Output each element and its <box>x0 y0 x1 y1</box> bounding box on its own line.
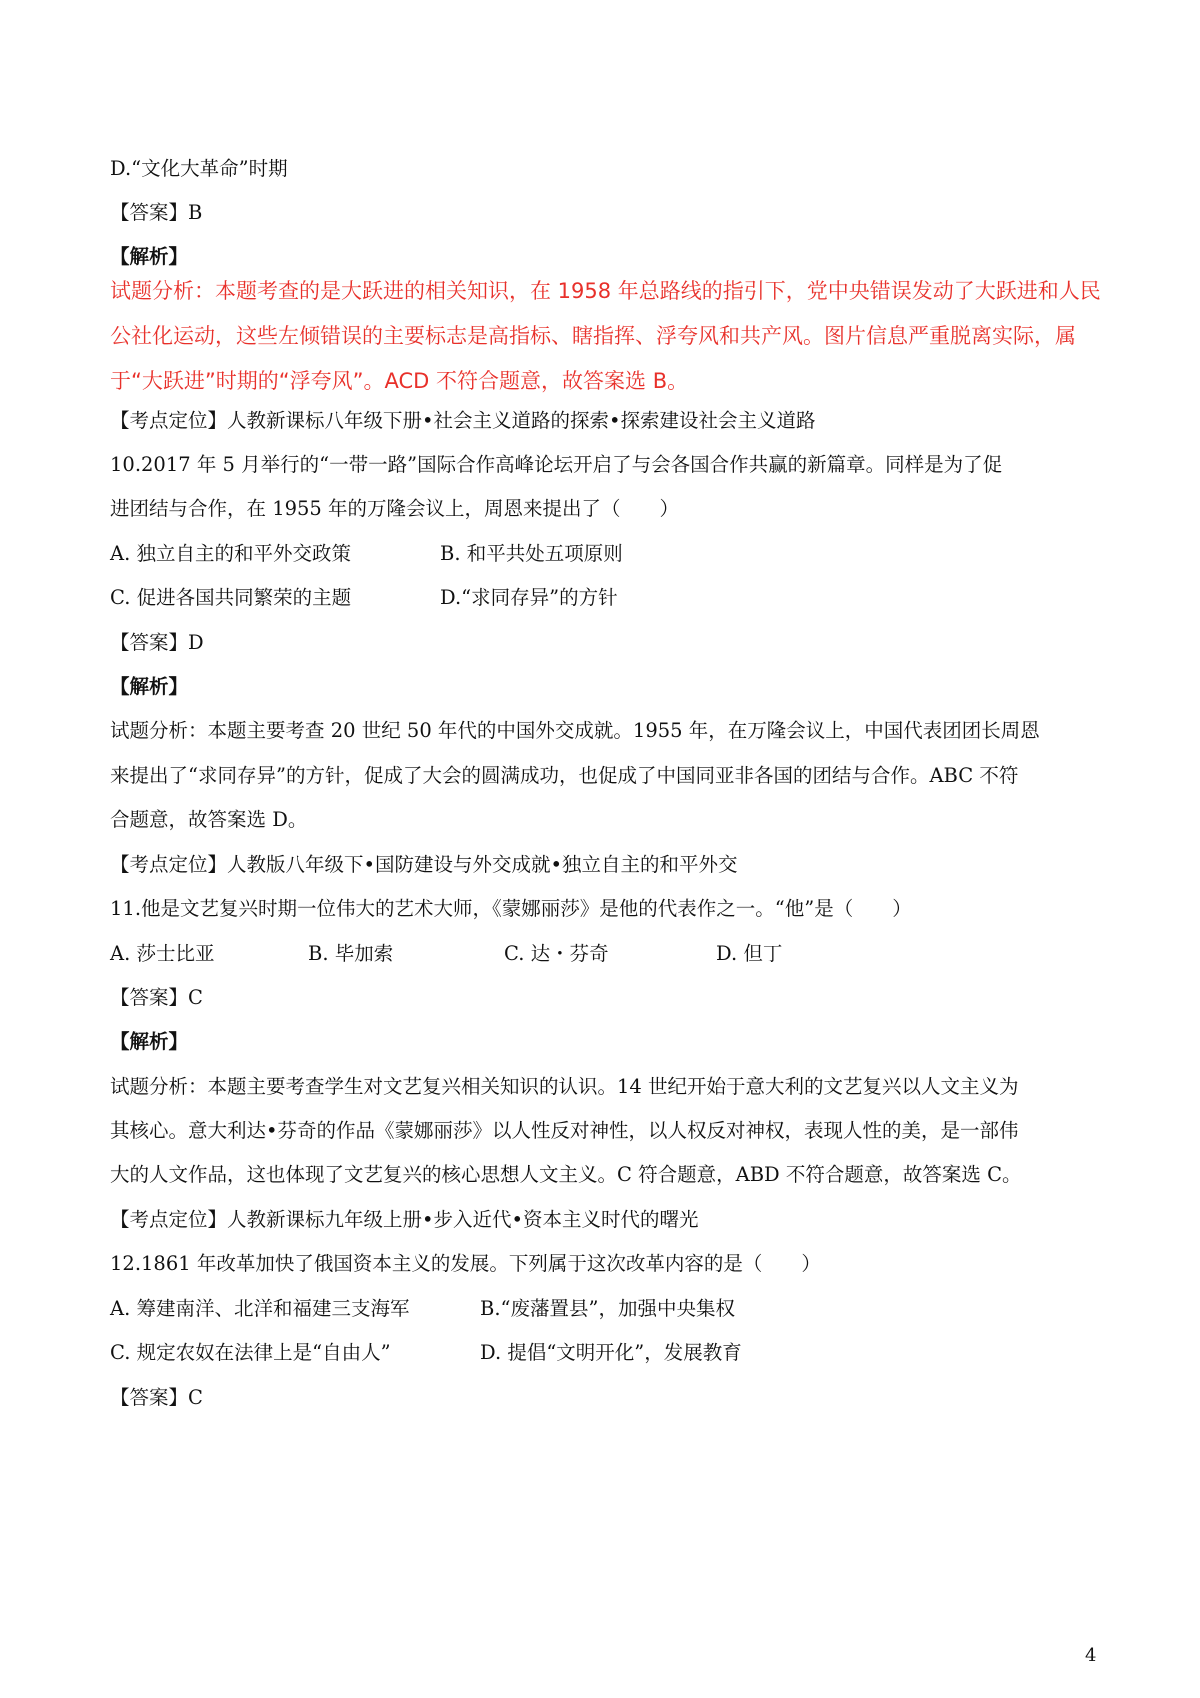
q10-kaodian: 【考点定位】人教版八年级下•国防建设与外交成就•独立自主的和平外交 <box>110 853 738 876</box>
q11-stem: 11.他是文艺复兴时期一位伟大的艺术大师，《蒙娜丽莎》是他的代表作之一。“他”是（ ） <box>110 897 912 920</box>
q11-option-a: A. 莎士比亚 <box>110 942 215 965</box>
q10-option-a: A. 独立自主的和平外交政策 <box>110 542 351 565</box>
q12-option-d: D. 提倡“文明开化”，发展教育 <box>480 1341 742 1364</box>
q10-analysis-line-3: 合题意，故答案选 D。 <box>110 808 308 831</box>
q10-analysis-line-2: 来提出了“求同存异”的方针，促成了大会的圆满成功，也促成了中国同亚非各国的团结与合作。ABC 不符 <box>110 764 1019 787</box>
q12-answer: 【答案】C <box>110 1386 203 1409</box>
q11-option-b: B. 毕加索 <box>308 942 394 965</box>
q12-option-b: B.“废藩置县”，加强中央集权 <box>480 1297 735 1320</box>
q11-kaodian: 【考点定位】人教新课标九年级上册•步入近代•资本主义时代的曙光 <box>110 1208 699 1231</box>
q11-option-d: D. 但丁 <box>716 942 783 965</box>
q10-option-d: D.“求同存异”的方针 <box>440 586 618 609</box>
q9-answer: 【答案】B <box>110 201 203 224</box>
q10-options-row-1 <box>110 539 623 569</box>
q12-option-c: C. 规定农奴在法律上是“自由人” <box>110 1341 391 1364</box>
q10-option-b: B. 和平共处五项原则 <box>440 542 623 565</box>
q11-options-row <box>110 939 782 969</box>
q10-option-c: C. 促进各国共同繁荣的主题 <box>110 586 352 609</box>
q10-options-row-2 <box>110 583 618 613</box>
q11-option-c: C. 达・芬奇 <box>504 942 609 965</box>
q9-analysis-label: 【解析】 <box>110 245 189 268</box>
q12-stem: 12.1861 年改革加快了俄国资本主义的发展。下列属于这次改革内容的是（ ） <box>110 1252 821 1275</box>
page-number: 4 <box>1085 1645 1097 1666</box>
q11-analysis-line-1: 试题分析：本题主要考查学生对文艺复兴相关知识的认识。14 世纪开始于意大利的文艺复兴以人文主义为 <box>110 1075 1019 1098</box>
q10-stem-line-2: 进团结与合作，在 1955 年的万隆会议上，周恩来提出了（ ） <box>110 497 680 520</box>
q9-analysis-line-3: 于“大跃进”时期的“浮夸风”。ACD 不符合题意，故答案选 B。 <box>110 369 689 393</box>
q11-analysis-label: 【解析】 <box>110 1030 189 1053</box>
q11-answer: 【答案】C <box>110 986 203 1009</box>
q12-option-a: A. 筹建南洋、北洋和福建三支海军 <box>110 1297 410 1320</box>
q9-kaodian: 【考点定位】人教新课标八年级下册•社会主义道路的探索•探索建设社会主义道路 <box>110 409 816 432</box>
q12-options-row-1 <box>110 1294 735 1324</box>
q10-analysis-label: 【解析】 <box>110 675 189 698</box>
q12-options-row-2 <box>110 1338 742 1368</box>
q11-analysis-line-2: 其核心。意大利达•芬奇的作品《蒙娜丽莎》以人性反对神性，以人权反对神权，表现人性的美，是一部伟 <box>110 1119 1019 1142</box>
q10-analysis-line-1: 试题分析：本题主要考查 20 世纪 50 年代的中国外交成就。1955 年，在万隆会议上，中国代表团团长周恩 <box>110 719 1040 742</box>
q10-stem-line-1: 10.2017 年 5 月举行的“一带一路”国际合作高峰论坛开启了与会各国合作共赢的新篇章。同样是为了促 <box>110 453 1003 476</box>
q11-analysis-line-3: 大的人文作品，这也体现了文艺复兴的核心思想人文主义。C 符合题意，ABD 不符合题意，故答案选 C。 <box>110 1163 1022 1186</box>
q9-option-d: D.“文化大革命”时期 <box>110 157 288 180</box>
q10-answer: 【答案】D <box>110 631 204 654</box>
q9-analysis-line-2: 公社化运动，这些左倾错误的主要标志是高指标、瞎指挥、浮夸风和共产风。图片信息严重脱离实际，属 <box>110 324 1076 348</box>
q9-analysis-line-1: 试题分析：本题考查的是大跃进的相关知识，在 1958 年总路线的指引下，党中央错误发动了大跃进和人民 <box>110 279 1101 303</box>
